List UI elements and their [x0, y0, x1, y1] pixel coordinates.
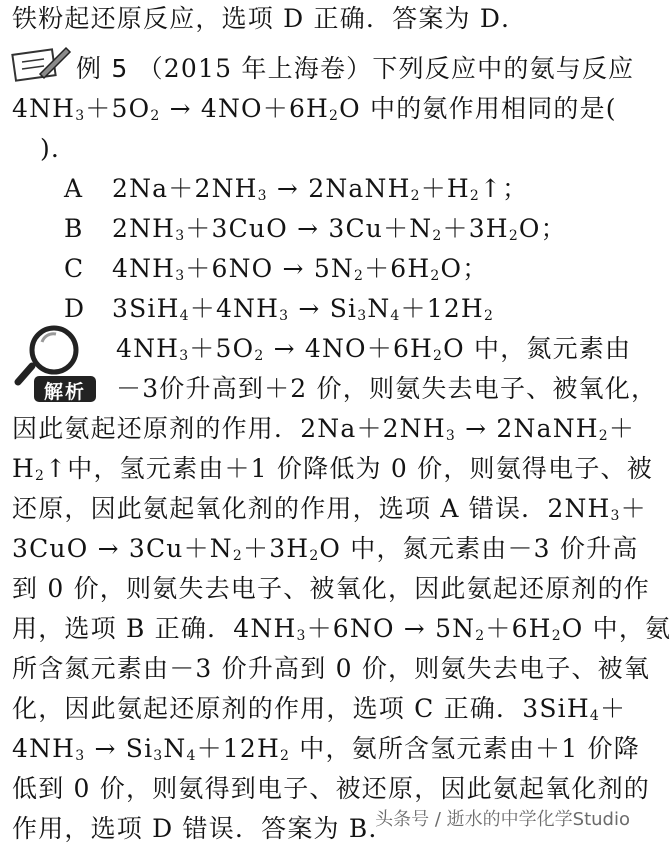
question-line: $4NH_3+5O_2 \to 4NO+6H_2O$ 中的氨作用相同的是(: [12, 94, 617, 124]
analysis-line: $4NH_3+5O_2 \to 4NO+6H_2O$ 中，氮元素由: [116, 334, 632, 364]
watermark: 头条号 / 逝水的中学化学Studio: [375, 809, 630, 830]
option-d: D $3SiH_4+4NH_3 \to Si_3N_4+12H_2$: [64, 294, 495, 324]
analysis-line: 因此氨起还原剂的作用．$2Na+2NH_3$ → 2NaNH$_2$＋: [12, 414, 636, 444]
analysis-line: $4NH_3 \to Si_3N_4+12H_2$ 中，氨所含氢元素由＋1 价降: [12, 734, 640, 764]
example-label: 例 5: [76, 54, 129, 83]
analysis-line: 到 0 价，则氨失去电子、被氧化，因此氨起还原剂的作: [12, 574, 651, 603]
analysis-line: －3价升高到＋2 价，则氨失去电子、被氧化，: [116, 374, 658, 403]
analysis-label: 解析: [44, 381, 87, 403]
analysis-line: $H_2↑$中，氢元素由＋1 价降低为 0 价，则氨得电子、被: [12, 454, 653, 484]
pen-paper-icon: [10, 42, 72, 82]
analysis-badge: [10, 320, 106, 406]
question-end: )．: [40, 134, 78, 163]
example-title: 例 5 （2015 年上海卷）下列反应中的氨与反应: [76, 54, 635, 83]
text-line: 铁粉起还原反应，选项 D 正确．答案为 D．: [12, 4, 528, 33]
option-a: A $2Na+2NH_3$ → $2NaNH_2+H_2↑$；: [64, 174, 529, 204]
option-c: C $4NH_3+6NO \to 5N_2+6H_2O$；: [64, 254, 489, 284]
analysis-line: 低到 0 价，则氨得到电子、被还原，因此氨起氧化剂的: [12, 774, 651, 803]
option-b: B $2NH_3+3CuO \to 3Cu+N_2+3H_2O$；: [64, 214, 567, 244]
analysis-line: $3CuO \to 3Cu+N_2+3H_2O$ 中，氮元素由－3 价升高: [12, 534, 639, 564]
analysis-line: 还原，因此氨起氧化剂的作用，选项 A 错误．$2NH_3+$: [12, 494, 647, 524]
analysis-line: 作用，选项 D 错误．答案为 B．: [12, 814, 395, 843]
analysis-line: 化，因此氨起还原剂的作用，选项 C 正确．3SiH$_4$＋: [12, 694, 627, 724]
analysis-line: 所含氮元素由－3 价升高到 0 价，则氨失去电子、被氧: [12, 654, 651, 683]
analysis-line: 用，选项 B 正确．$4NH_3+6NO \to 5N_2+6H_2O$ 中，氨: [12, 614, 671, 644]
